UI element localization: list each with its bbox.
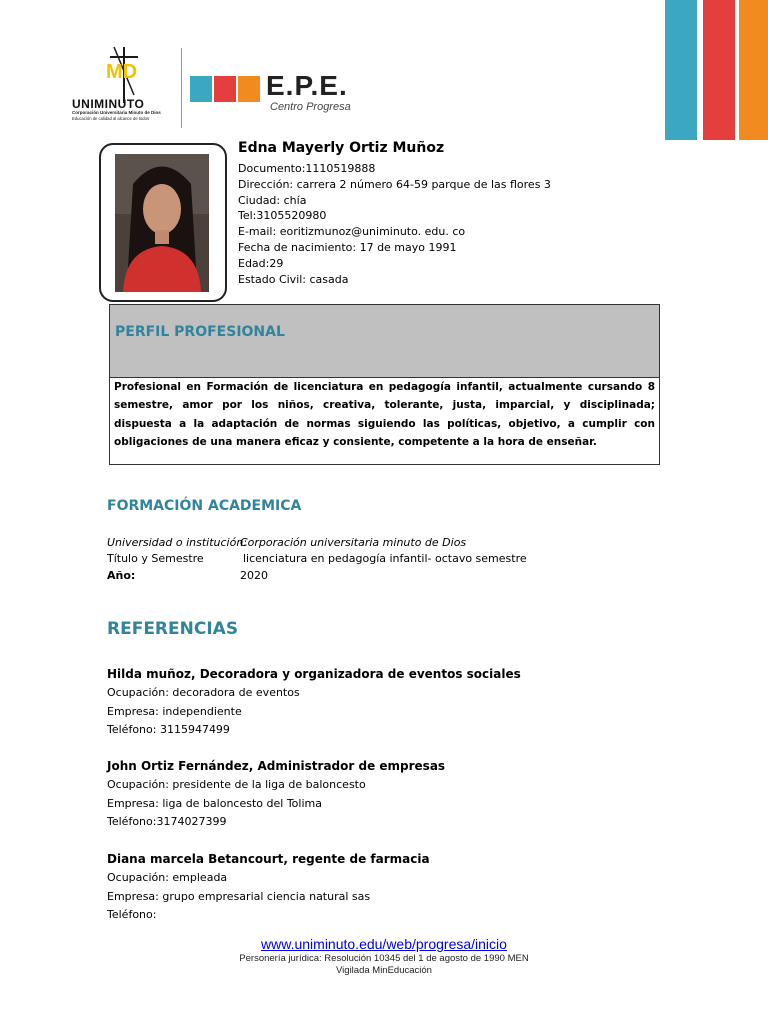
profile-text: Profesional en Formación de licenciatura en pedagogía infantil, actualmente cursando 8 semestre, amor por los niños, creativa, tolerante, justa, imparcial, y disciplinada; dispuesta a la adaptación de normas siguiendo las políticas, objetivo, a cumplir con obligaciones de una manera eficaz y consiente, competente a la hora de enseñar. — [114, 381, 655, 449]
person-address: Dirección: carrera 2 número 64-59 parque de las flores 3 — [238, 177, 551, 191]
profile-box — [109, 304, 660, 465]
education-title: FORMACIÓN ACADEMICA — [107, 498, 302, 514]
person-portrait-icon — [115, 154, 209, 292]
profile-photo-frame — [99, 143, 227, 302]
epe-sub: Centro Progresa — [270, 101, 351, 113]
decor-bar-red — [703, 0, 735, 140]
reference-company: Empresa: grupo empresarial ciencia natural sas — [107, 889, 371, 903]
reference-company: Empresa: liga de baloncesto del Tolima — [107, 796, 322, 810]
reference-occupation: Ocupación: empleada — [107, 871, 228, 884]
education-degree-label: Título y Semestre — [107, 552, 204, 565]
person-phone: Tel:3105520980 — [238, 209, 327, 223]
person-marital-status: Estado Civil: casada — [238, 272, 349, 286]
education-degree-value: licenciatura en pedagogía infantil- octavo semestre — [243, 552, 527, 565]
person-info — [238, 161, 551, 287]
decor-bar-teal — [665, 0, 697, 140]
education-institution-value: Corporación universitaria minuto de Dios — [240, 536, 467, 549]
uniminuto-sub2: Educación de calidad al alcance de todos — [72, 116, 150, 121]
person-name: Edna Mayerly Ortiz Muñoz — [238, 140, 445, 156]
footer-legal: Personería jurídica: Resolución 10345 del 1 de agosto de 1990 MEN — [239, 953, 529, 964]
epe-logo — [190, 70, 370, 118]
epe-square-teal — [190, 76, 212, 102]
epe-square-orange — [238, 76, 260, 102]
reference-item — [107, 665, 521, 740]
person-document: Documento:1110519888 — [238, 162, 376, 175]
person-age: Edad:29 — [238, 256, 284, 270]
logo-divider — [181, 48, 182, 128]
uniminuto-logo — [70, 45, 178, 130]
footer-vigilada: Vigilada MinEducación — [336, 965, 432, 976]
epe-name: E.P.E. — [266, 70, 348, 101]
uniminuto-mark-text: MD — [106, 61, 138, 83]
reference-name: Diana marcela Betancourt, regente de farmacia — [107, 852, 430, 866]
profile-header — [110, 305, 659, 378]
reference-item — [107, 850, 430, 925]
profile-photo — [115, 154, 209, 292]
uniminuto-sub1: Corporación Universitaria Minuto de Dios — [72, 110, 161, 115]
footer-link[interactable]: www.uniminuto.edu/web/progresa/inicio — [261, 936, 507, 952]
epe-square-red — [214, 76, 236, 102]
reference-item — [107, 757, 445, 832]
reference-phone: Teléfono: 3115947499 — [107, 723, 230, 736]
references-title: REFERENCIAS — [107, 619, 239, 639]
reference-occupation: Ocupación: decoradora de eventos — [107, 686, 300, 699]
reference-company: Empresa: independiente — [107, 704, 242, 718]
person-city: Ciudad: chía — [238, 193, 307, 207]
person-email: E-mail: eoritizmunoz@uniminuto. edu. co — [238, 225, 466, 239]
education-year-label: Año: — [107, 569, 136, 582]
profile-title: PERFIL PROFESIONAL — [115, 324, 285, 340]
uniminuto-name: UNIMINUTO — [72, 97, 145, 111]
reference-occupation: Ocupación: presidente de la liga de baloncesto — [107, 778, 366, 791]
education-year-value: 2020 — [240, 569, 268, 582]
decor-bar-orange — [739, 0, 768, 140]
education-institution-label: Universidad o institución: — [107, 536, 248, 549]
reference-phone: Teléfono: — [107, 908, 157, 921]
reference-name: John Ortiz Fernández, Administrador de empresas — [107, 759, 446, 773]
reference-name: Hilda muñoz, Decoradora y organizadora de eventos sociales — [107, 667, 521, 681]
reference-phone: Teléfono:3174027399 — [107, 815, 227, 828]
person-birthdate: Fecha de nacimiento: 17 de mayo 1991 — [238, 240, 457, 254]
